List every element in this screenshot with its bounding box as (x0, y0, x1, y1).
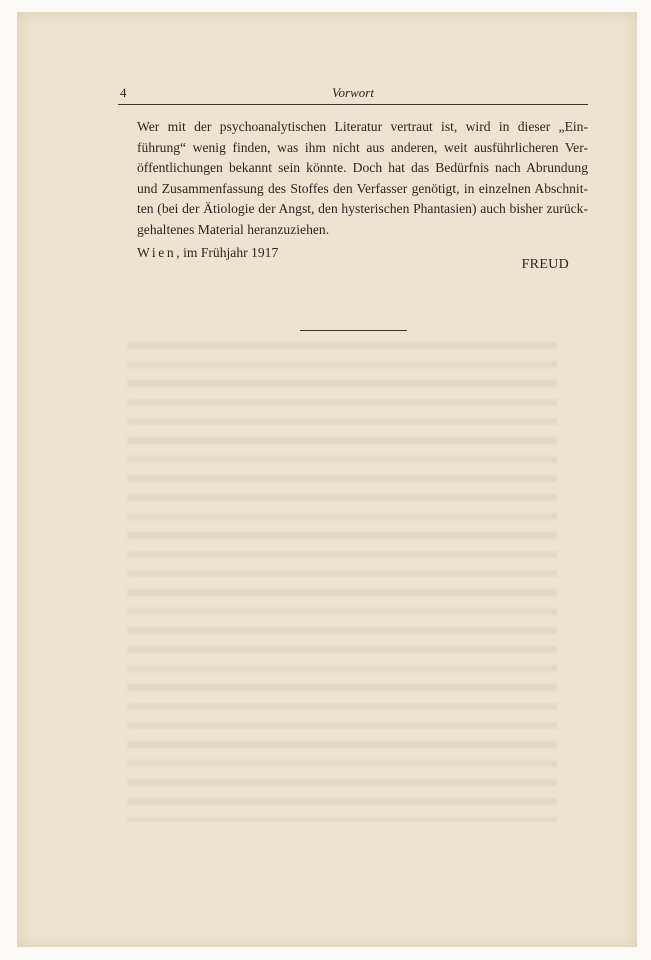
paragraph-line: und Zusammenfassung des Stoffes den Verfasser genötigt, in einzelnen Abschnit- (137, 180, 588, 196)
closing-date: , im Frühjahr 1917 (176, 245, 279, 260)
preface-body (118, 117, 588, 264)
section-end-rule (300, 330, 407, 331)
show-through-text (127, 342, 557, 822)
paragraph-line: öffentlichungen bekannt sein könnte. Doch hat das Bedürfnis nach Abrundung (137, 160, 588, 175)
preface-paragraph (118, 117, 588, 240)
author-signature: FREUD (521, 257, 569, 272)
running-title: Vorwort (332, 85, 374, 100)
paragraph-line: ten (bei der Ätiologie der Angst, den hysterischen Phantasien) auch bisher zurück- (137, 201, 588, 216)
paragraph-line: gehaltenes Material heranzuziehen. (137, 221, 330, 237)
paragraph-line: führung“ wenig finden, was ihm nicht aus anderen, weit ausführlicheren Ver- (137, 139, 588, 155)
paragraph-line: Wer mit der psychoanalytischen Literatur vertraut ist, wird in dieser „Ein- (137, 119, 588, 134)
header-rule (118, 104, 588, 105)
closing-place: Wien (137, 245, 177, 260)
page-number: 4 (120, 85, 127, 100)
running-head (118, 85, 588, 103)
